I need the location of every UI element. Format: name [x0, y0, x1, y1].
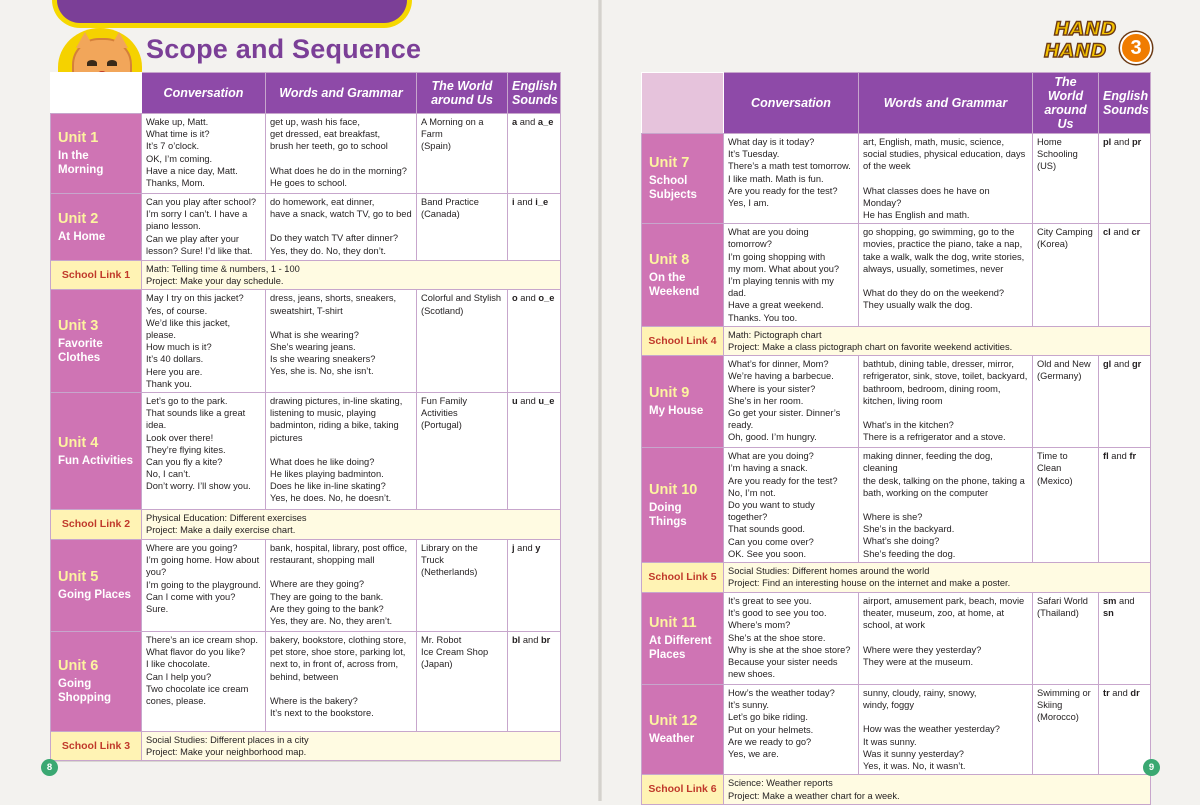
school-link-label: School Link 5: [642, 563, 724, 593]
school-link-label: School Link 1: [51, 261, 142, 290]
words-grammar-cell: [266, 114, 417, 194]
unit-cell: [51, 290, 142, 393]
spacer: [863, 173, 1028, 185]
words-text: go shopping, go swimming, go to the movies, practice the piano, take a nap, take a walk, walk the dog, write stories, always, usually, sometimes, never: [863, 227, 1025, 274]
world-cell: [417, 194, 508, 261]
unit-number: Unit 1: [58, 130, 99, 146]
sound-1: j: [512, 543, 515, 554]
school-link-project: Project: Make your neighborhood map.: [146, 747, 307, 758]
header-blank: [642, 73, 724, 134]
unit-number: Unit 2: [58, 210, 99, 227]
conversation-text: May I try on this jacket? Yes, of course. We’d like this jacket, please. How much is it? It’s 40 dollars. Here you are. Thank you.: [146, 293, 244, 389]
conversation-cell: [142, 290, 266, 393]
conversation-text: What day is it today? It’s Tuesday. There’s a math test tomorrow. I like math. Math is fun. Are you ready for the test? Yes, I am.: [728, 137, 851, 209]
sounds-cell: [1099, 593, 1151, 685]
school-link-label: School Link 4: [642, 326, 724, 355]
words-text: dress, jeans, shorts, sneakers, sweatshirt, T-shirt: [270, 293, 397, 316]
words-grammar-cell: [859, 593, 1033, 685]
sound-1: i: [512, 197, 515, 207]
world-cell: [417, 290, 508, 393]
world-cell: [1033, 224, 1099, 327]
sounds-cell: [1099, 224, 1151, 327]
grammar-text: What’s in the kitchen? There is a refrigerator and a stove.: [863, 420, 1006, 443]
world-text: Mr. Robot Ice Cream Shop (Japan): [421, 635, 489, 670]
unit-row: [51, 393, 561, 510]
page-title: Scope and Sequence: [146, 34, 422, 64]
sound-2: y: [535, 543, 541, 554]
unit-number: Unit 3: [58, 317, 99, 334]
sound-and: and: [1116, 596, 1135, 607]
unit-name: At Home: [58, 230, 106, 243]
conversation-text: It’s great to see you. It’s good to see you too. Where’s mom? She’s at the shoe store. Why is she at the shoe store? Because your sister needs new shoes.: [728, 596, 851, 680]
sounds-cell: [508, 632, 561, 732]
school-link-subject: Social Studies: Different homes around the world: [728, 566, 930, 577]
unit-cell: [642, 224, 724, 327]
unit-name: Favorite Clothes: [58, 337, 103, 364]
sound-and: and: [1109, 688, 1131, 699]
world-text: Home Schooling (US): [1037, 137, 1078, 172]
world-cell: [1033, 593, 1099, 685]
world-text: City Camping (Korea): [1037, 227, 1093, 250]
sound-and: and: [1108, 451, 1130, 462]
school-link-content: [142, 510, 561, 540]
words-text: do homework, eat dinner, have a snack, watch TV, go to bed: [270, 197, 412, 220]
unit-name: At Different Places: [649, 635, 712, 662]
unit-name: On the Weekend: [649, 271, 700, 298]
header-conversation: Conversation: [724, 73, 859, 134]
sound-1: o: [512, 293, 518, 304]
conversation-cell: [142, 393, 266, 510]
grammar-text: Where is she? She’s in the backyard. What’s she doing? She’s feeding the dog.: [863, 512, 956, 559]
spacer: [270, 153, 412, 165]
school-link-subject: Science: Weather reports: [728, 778, 833, 789]
unit-row: [642, 685, 1151, 775]
grammar-text: What do they do on the weekend? They usually walk the dog.: [863, 288, 1005, 311]
world-cell: [417, 632, 508, 732]
sounds-cell: [508, 290, 561, 393]
school-link-row: [642, 775, 1151, 804]
sound-2: sn: [1103, 608, 1114, 619]
world-text: Band Practice (Canada): [421, 197, 479, 220]
sounds-cell: [508, 540, 561, 632]
world-text: Safari World (Thailand): [1037, 596, 1088, 619]
unit-cell: [51, 194, 142, 261]
unit-row: [51, 290, 561, 393]
top-banner: [52, 0, 412, 28]
unit-row: [51, 114, 561, 194]
words-text: bathtub, dining table, dresser, mirror, refrigerator, sink, stove, toilet, backyard, bathroom, bedroom, dining room, kitchen, living room: [863, 359, 1028, 406]
grammar-text: What does he like doing? He likes playing badminton. Does he like in-line skating? Yes, he does. No, he doesn’t.: [270, 456, 392, 504]
sound-and: and: [517, 293, 539, 304]
words-text: art, English, math, music, science, social studies, physical education, days of the week: [863, 137, 1026, 172]
school-link-project: Project: Find an interesting house on the internet and make a poster.: [728, 578, 1011, 589]
world-cell: [1033, 356, 1099, 448]
unit-cell: [642, 593, 724, 685]
school-link-row: [51, 732, 561, 761]
words-text: drawing pictures, in-line skating, listening to music, playing badminton, riding a bike, taking pictures: [270, 396, 403, 443]
unit-cell: [642, 356, 724, 448]
sound-1: cl: [1103, 227, 1111, 238]
sounds-cell: [1099, 448, 1151, 563]
world-text: Fun Family Activities (Portugal): [421, 396, 467, 431]
unit-name: In the Morning: [58, 150, 104, 176]
sound-and: and: [517, 396, 539, 407]
unit-row: [51, 194, 561, 261]
school-link-row: [642, 326, 1151, 355]
words-grammar-cell: [859, 356, 1033, 448]
unit-cell: [51, 540, 142, 632]
header-words-grammar: Words and Grammar: [266, 73, 417, 114]
unit-number: Unit 4: [58, 434, 99, 451]
header-blank: [51, 73, 142, 114]
sound-2: o_e: [538, 293, 555, 304]
sound-and: and: [514, 197, 536, 207]
sounds-cell: [508, 114, 561, 194]
unit-cell: [642, 134, 724, 224]
school-link-row: [51, 510, 561, 540]
unit-name: Weather: [649, 733, 695, 746]
words-grammar-cell: [266, 540, 417, 632]
words-text: get up, wash his face, get dressed, eat breakfast, brush her teeth, go to school: [270, 117, 388, 152]
unit-cell: [642, 448, 724, 563]
sounds-cell: [508, 194, 561, 261]
conversation-cell: [724, 685, 859, 775]
world-cell: [1033, 134, 1099, 224]
sounds-cell: [1099, 685, 1151, 775]
words-text: making dinner, feeding the dog, cleaning the desk, talking on the phone, taking a bath, working on the computer: [863, 451, 1025, 498]
conversation-text: Wake up, Matt. What time is it? It’s 7 o’clock. OK, I’m coming. Have a nice day, Matt. Thanks, Mom.: [146, 117, 238, 189]
spacer: [863, 499, 1028, 511]
school-link-content: [724, 563, 1151, 593]
school-link-project: Project: Make a daily exercise chart.: [146, 525, 296, 536]
unit-number: Unit 7: [649, 155, 690, 172]
right-page-table: [641, 72, 1150, 805]
words-text: airport, amusement park, beach, movie theater, museum, zoo, at home, at school, at work: [863, 596, 1025, 631]
school-link-subject: Social Studies: Different places in a city: [146, 735, 309, 746]
unit-number: Unit 11: [649, 615, 697, 632]
world-text: Time to Clean (Mexico): [1037, 451, 1073, 486]
sound-1: sm: [1103, 596, 1117, 607]
unit-row: [642, 448, 1151, 563]
words-text: bank, hospital, library, post office, restaurant, shopping mall: [270, 543, 408, 566]
school-link-subject: Math: Pictograph chart: [728, 329, 822, 340]
world-text: Library on the Truck (Netherlands): [421, 543, 478, 578]
conversation-text: Where are you going? I’m going home. How about you? I’m going to the playground. Can I come with you? Sure.: [146, 543, 261, 615]
conversation-cell: [142, 194, 266, 261]
school-link-label: School Link 6: [642, 775, 724, 804]
sound-2: fr: [1129, 451, 1137, 462]
sound-2: br: [540, 635, 551, 646]
sound-and: and: [1111, 137, 1132, 147]
sound-2: dr: [1130, 688, 1140, 699]
left-page-table: [50, 72, 560, 761]
school-link-project: Project: Make your day schedule.: [146, 276, 284, 287]
conversation-cell: [724, 356, 859, 448]
header-conversation: Conversation: [142, 73, 266, 114]
conversation-cell: [724, 224, 859, 327]
grammar-text: Where were they yesterday? They were at the museum.: [863, 644, 982, 667]
school-link-content: [142, 261, 561, 290]
words-grammar-cell: [859, 134, 1033, 224]
unit-row: [51, 540, 561, 632]
unit-number: Unit 8: [649, 251, 690, 268]
sound-and: and: [1110, 227, 1132, 238]
words-text: sunny, cloudy, rainy, snowy, windy, foggy: [863, 688, 977, 711]
words-grammar-cell: [266, 632, 417, 732]
sound-2: u_e: [538, 396, 555, 407]
unit-row: [642, 593, 1151, 685]
conversation-text: What are you doing tomorrow? I’m going shopping with my mom. What about you? I’m playing tennis with my dad. Have a great weekend. Thanks. You too.: [728, 227, 840, 323]
school-link-content: [724, 326, 1151, 355]
spacer: [863, 407, 1028, 419]
unit-number: Unit 6: [58, 658, 99, 675]
header-world: The World around Us: [1033, 73, 1099, 134]
school-link-subject: Physical Education: Different exercises: [146, 513, 307, 524]
sound-2: a_e: [537, 117, 554, 127]
unit-number: Unit 12: [649, 713, 698, 730]
conversation-text: How’s the weather today? It’s sunny. Let’s go bike riding. Put on your helmets. Are we ready to go? Yes, we are.: [728, 688, 835, 760]
school-link-project: Project: Make a class pictograph chart on favorite weekend activities.: [728, 342, 1013, 353]
spacer: [863, 632, 1028, 644]
unit-number: Unit 10: [649, 481, 698, 498]
conversation-text: Can you play after school? I’m sorry I can’t. I have a piano lesson. Can we play after your lesson? Sure! I’d like that.: [146, 197, 257, 256]
unit-cell: [51, 632, 142, 732]
school-link-row: [51, 261, 561, 290]
sound-1: gl: [1103, 359, 1112, 370]
grammar-text: What classes does he have on Monday? He has English and math.: [863, 185, 990, 221]
words-grammar-cell: [266, 393, 417, 510]
header-sounds: English Sounds: [508, 73, 561, 114]
world-text: Swimming or Skiing (Morocco): [1037, 688, 1091, 723]
sounds-cell: [1099, 134, 1151, 224]
grammar-text: How was the weather yesterday? It was sunny. Was it sunny yesterday? Yes, it was. No, it wasn’t.: [863, 724, 1000, 772]
world-text: Colorful and Stylish (Scotland): [421, 293, 502, 316]
spacer: [863, 275, 1028, 287]
sound-1: bl: [512, 635, 521, 646]
header-sounds: English Sounds: [1099, 73, 1151, 134]
sound-1: pl: [1103, 137, 1112, 147]
unit-name: My House: [649, 405, 704, 418]
unit-cell: [51, 114, 142, 194]
conversation-text: What’s for dinner, Mom? We’re having a barbecue. Where is your sister? She’s in her room. Go get your sister. Dinner’s ready. Oh, good. I’m hungry.: [728, 359, 841, 443]
unit-name: Fun Activities: [58, 454, 133, 467]
school-link-content: [724, 775, 1151, 804]
conversation-cell: [724, 448, 859, 563]
school-link-label: School Link 3: [51, 732, 142, 761]
conversation-text: There’s an ice cream shop. What flavor do you like? I like chocolate. Can I help you? Two chocolate ice cream cones, please.: [146, 635, 258, 707]
conversation-cell: [142, 114, 266, 194]
unit-name: School Subjects: [649, 175, 697, 202]
book-spine: [598, 0, 602, 801]
header-words-grammar: Words and Grammar: [859, 73, 1033, 134]
hand-in-hand-logo: HAND HAND 3: [1044, 18, 1148, 68]
unit-number: Unit 9: [649, 385, 690, 402]
sound-and: and: [520, 635, 541, 646]
world-text: Old and New (Germany): [1037, 359, 1091, 382]
world-cell: [417, 393, 508, 510]
sound-and: and: [1111, 359, 1132, 370]
world-cell: [1033, 685, 1099, 775]
grammar-text: Where are they going? They are going to the bank. Are they going to the bank? Yes, they are. No, they aren’t.: [270, 579, 393, 627]
conversation-text: Let’s go to the park. That sounds like a great idea. Look over there! They’re flying kites. Can you fly a kite? No, I can’t. Don’t worry. I’ll show you.: [146, 396, 251, 492]
unit-name: Going Places: [58, 589, 131, 602]
spacer: [863, 711, 1028, 723]
words-grammar-cell: [859, 224, 1033, 327]
conversation-text: What are you doing? I’m having a snack. Are you ready for the test? No, I’m not. Do you want to study together? That sounds good. Can you come over? OK. See you soon.: [728, 451, 838, 559]
conversation-cell: [142, 632, 266, 732]
conversation-cell: [724, 134, 859, 224]
conversation-cell: [724, 593, 859, 685]
words-grammar-cell: [266, 194, 417, 261]
school-link-row: [642, 563, 1151, 593]
sound-2: pr: [1131, 137, 1142, 147]
unit-row: [642, 224, 1151, 327]
sound-1: a: [512, 117, 518, 127]
sound-1: u: [512, 396, 518, 407]
sound-2: gr: [1131, 359, 1142, 370]
school-link-content: [142, 732, 561, 761]
unit-row: [51, 632, 561, 732]
unit-name: Doing Things: [649, 501, 687, 528]
grammar-text: What does he do in the morning? He goes to school.: [270, 165, 407, 188]
sound-1: tr: [1103, 688, 1110, 699]
words-text: bakery, bookstore, clothing store, pet store, shoe store, parking lot, next to, in front of, across from, behind, between: [270, 635, 407, 682]
world-cell: [417, 114, 508, 194]
grammar-text: What is she wearing? She’s wearing jeans. Is she wearing sneakers? Yes, she is. No, she isn’t.: [270, 329, 376, 377]
header-world: The World around Us: [417, 73, 508, 114]
unit-row: [642, 134, 1151, 224]
unit-cell: [51, 393, 142, 510]
world-text: A Morning on a Farm (Spain): [421, 117, 484, 152]
conversation-cell: [142, 540, 266, 632]
spacer: [270, 317, 412, 329]
unit-name: Going Shopping: [58, 678, 112, 705]
sound-2: cr: [1131, 227, 1141, 238]
unit-number: Unit 5: [58, 569, 99, 586]
sound-and: and: [517, 117, 538, 127]
words-grammar-cell: [266, 290, 417, 393]
sounds-cell: [508, 393, 561, 510]
spacer: [270, 683, 412, 695]
unit-row: [642, 356, 1151, 448]
spacer: [270, 444, 412, 456]
unit-cell: [642, 685, 724, 775]
spacer: [270, 220, 412, 232]
words-grammar-cell: [859, 448, 1033, 563]
sound-2: i_e: [535, 197, 549, 207]
school-link-subject: Math: Telling time & numbers, 1 - 100: [146, 264, 300, 274]
page-number-left: 8: [41, 759, 58, 776]
sound-and: and: [514, 543, 536, 554]
sounds-cell: [1099, 356, 1151, 448]
world-cell: [417, 540, 508, 632]
sound-1: fl: [1103, 451, 1109, 462]
school-link-project: Project: Make a weather chart for a week.: [728, 790, 900, 801]
words-grammar-cell: [859, 685, 1033, 775]
page-number-right: 9: [1143, 759, 1160, 776]
grammar-text: Where is the bakery? It’s next to the bookstore.: [270, 695, 374, 719]
grammar-text: Do they watch TV after dinner? Yes, they do. No, they don’t.: [270, 233, 398, 256]
world-cell: [1033, 448, 1099, 563]
spacer: [270, 566, 412, 578]
school-link-label: School Link 2: [51, 510, 142, 540]
